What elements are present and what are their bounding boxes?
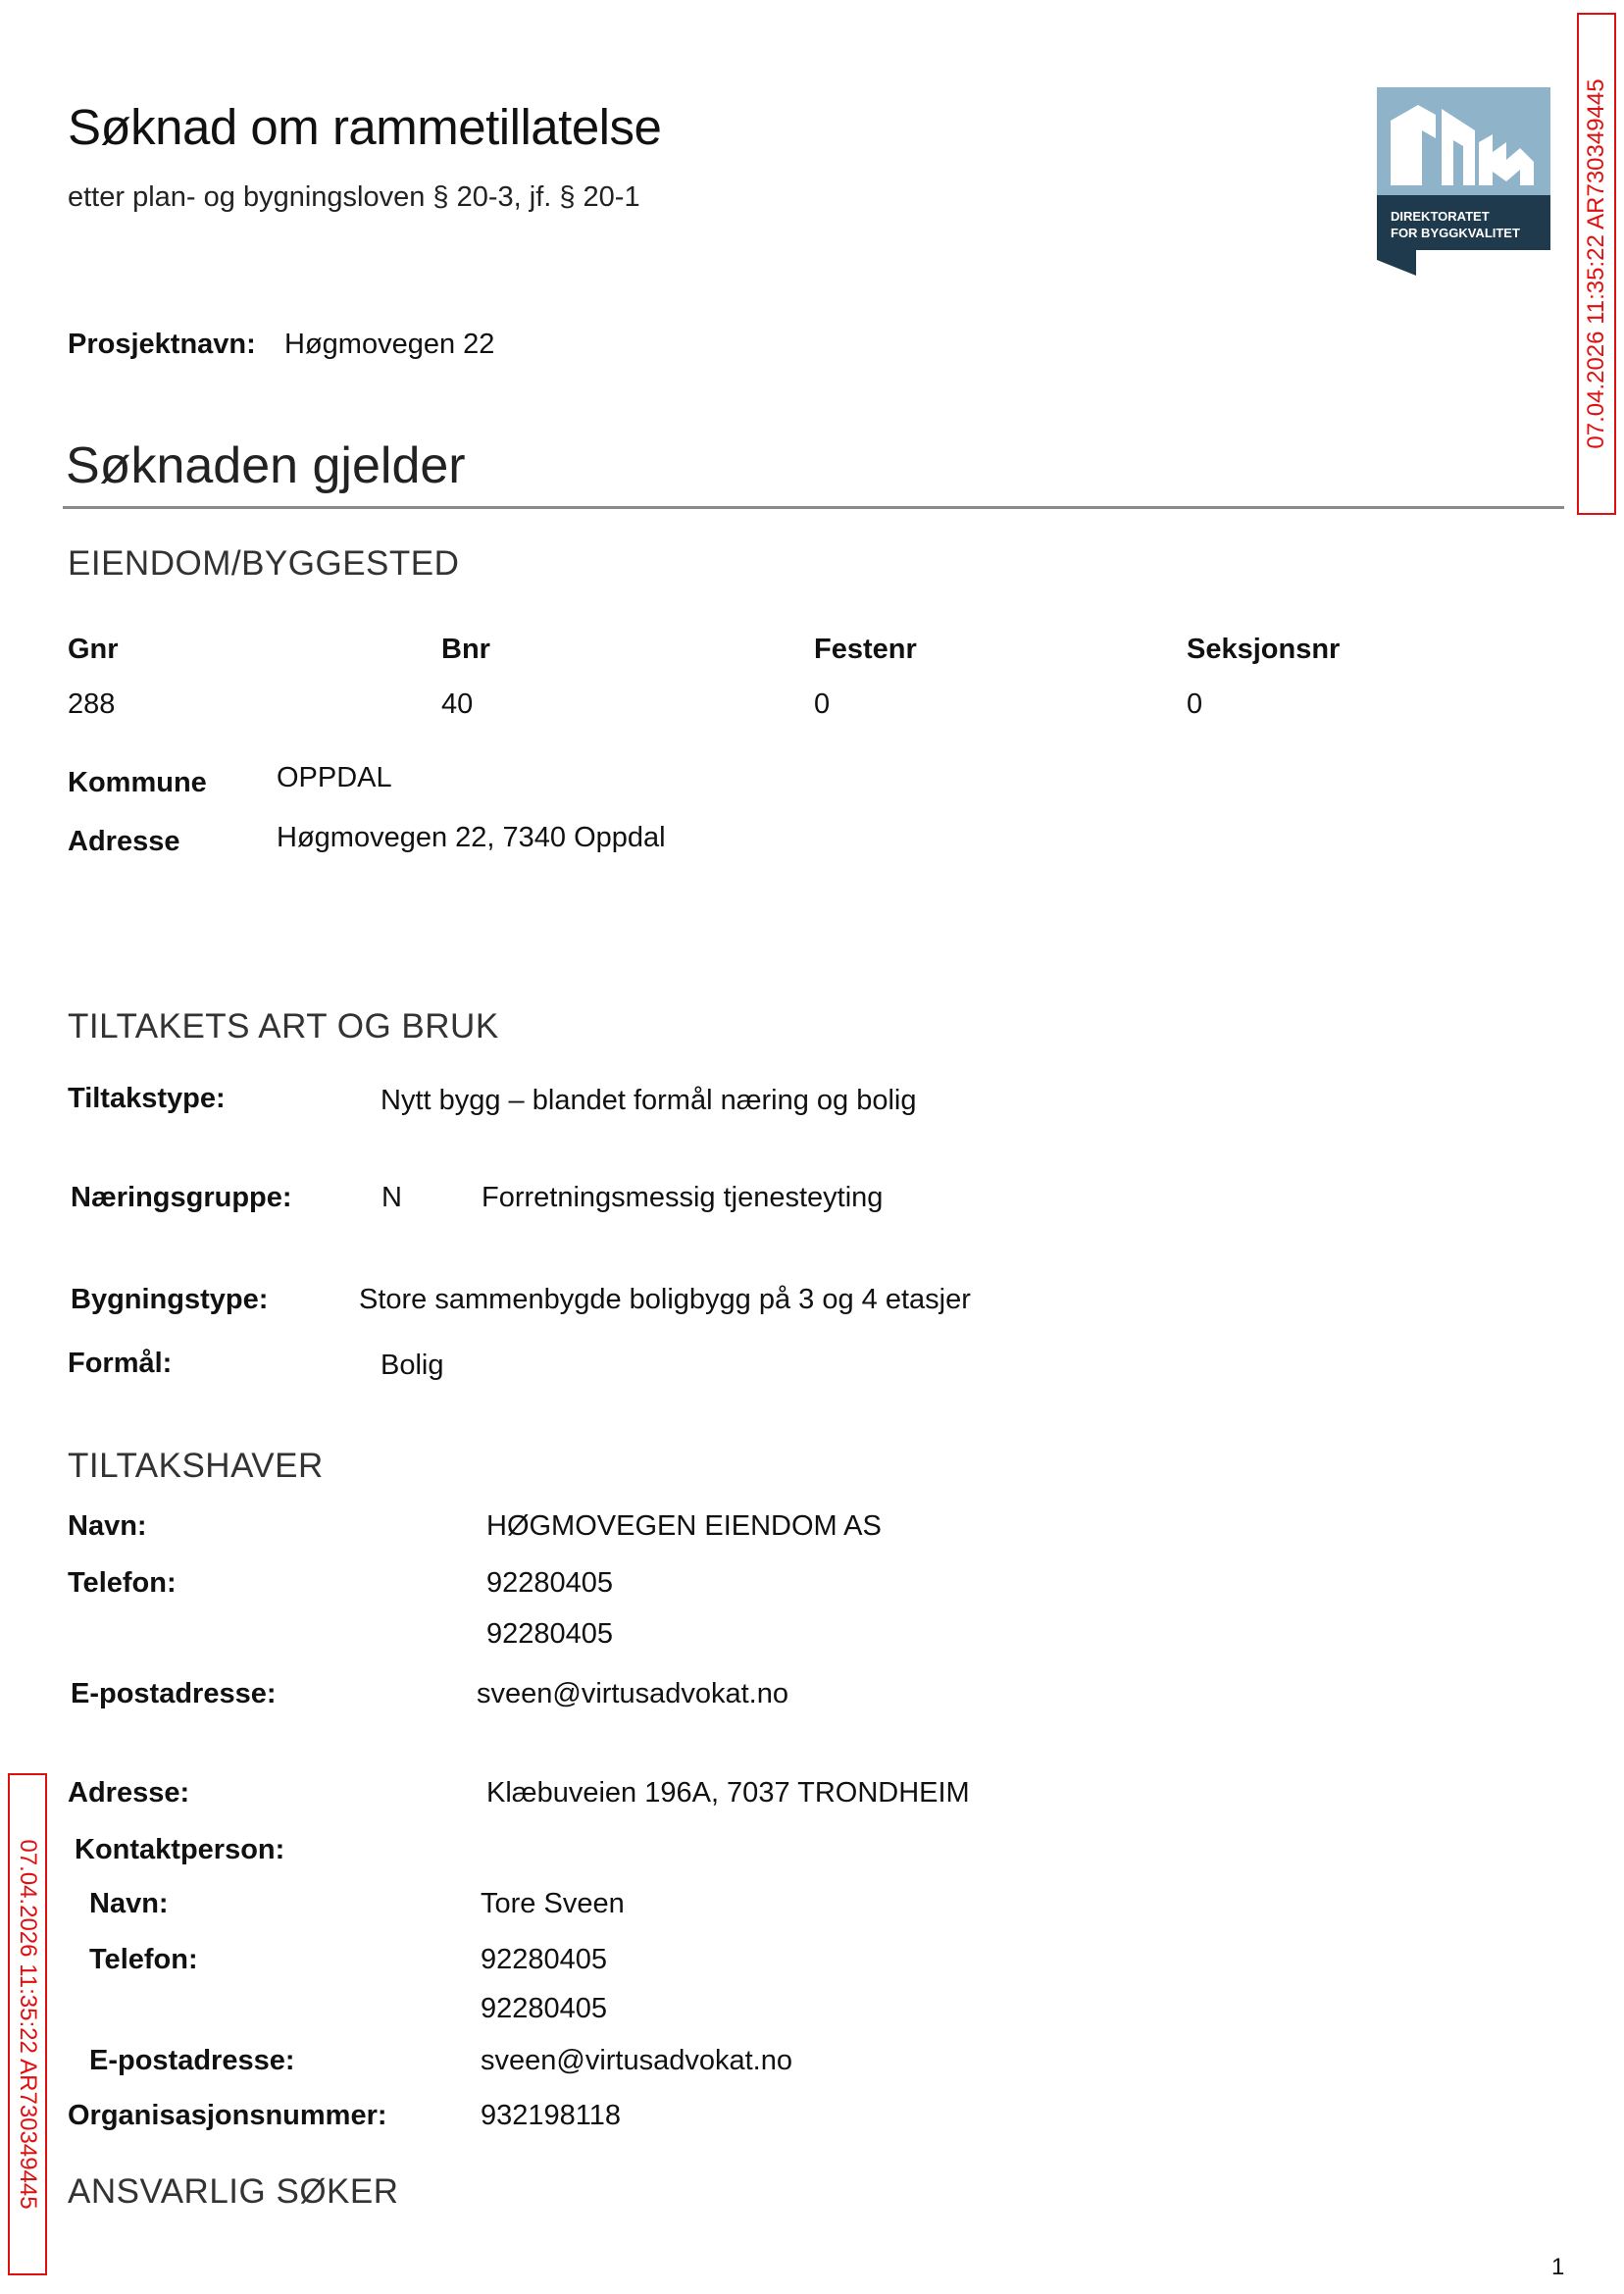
dibk-logo [1377,87,1550,276]
kp-navn-label: Navn: [89,1888,169,1919]
value-seksjonsnr: 0 [1187,688,1203,720]
col-bnr: Bnr [441,634,490,665]
formal-value: Bolig [381,1350,444,1381]
dibk-logo-graphic [1377,87,1550,276]
adresse-value: Høgmovegen 22, 7340 Oppdal [277,822,666,853]
kommune-value: OPPDAL [277,762,392,793]
project-name-value: Høgmovegen 22 [284,329,495,360]
kommune-label: Kommune [68,767,207,798]
stamp-bottom-left [8,1773,47,2275]
section-tiltak: TILTAKETS ART OG BRUK [68,1007,499,1045]
col-seksjonsnr: Seksjonsnr [1187,634,1341,665]
orgnr-value: 932198118 [481,2100,622,2131]
logo-line-2: FOR BYGGKVALITET [1391,226,1520,240]
value-gnr: 288 [68,688,116,720]
section-tiltakshaver: TILTAKSHAVER [68,1447,324,1485]
th-telefon-value-1: 92280405 [486,1567,614,1599]
stamp-text: 07.04.2026 11:35:22 AR730349445 [15,1839,41,2210]
naeringsgruppe-code: N [381,1182,402,1213]
th-epost-label: E-postadresse: [71,1678,277,1709]
formal-label: Formål: [68,1348,173,1379]
kp-navn-value: Tore Sveen [481,1888,625,1919]
page-number: 1 [1551,2254,1565,2280]
col-festenr: Festenr [814,634,917,665]
th-telefon-value-2: 92280405 [486,1618,614,1650]
document-title: Søknad om rammetillatelse [68,99,662,155]
naeringsgruppe-value: Forretningsmessig tjenesteyting [482,1182,884,1213]
value-festenr: 0 [814,688,831,720]
th-navn-label: Navn: [68,1510,147,1542]
bygningstype-value: Store sammenbygde boligbygg på 3 og 4 etasjer [359,1284,971,1315]
kp-telefon-label: Telefon: [89,1944,198,1975]
main-heading: Søknaden gjelder [66,437,466,494]
th-telefon-label: Telefon: [68,1567,177,1599]
tiltakstype-label: Tiltakstype: [68,1083,226,1114]
th-navn-value: HØGMOVEGEN EIENDOM AS [486,1510,882,1542]
tiltakstype-value: Nytt bygg – blandet formål næring og bolig [381,1085,917,1116]
stamp-text: 07.04.2026 11:35:22 AR730349445 [1583,78,1609,449]
kp-epost-value: sveen@virtusadvokat.no [481,2045,792,2076]
project-name-label: Prosjektnavn: [68,329,256,360]
heading-divider [63,506,1564,509]
adresse-label: Adresse [68,826,180,857]
stamp-top-right [1577,13,1616,515]
col-gnr: Gnr [68,634,119,665]
section-property: EIENDOM/BYGGESTED [68,544,460,583]
th-adresse-value: Klæbuveien 196A, 7037 TRONDHEIM [486,1777,970,1809]
kp-telefon-value-1: 92280405 [481,1944,608,1975]
th-adresse-label: Adresse: [68,1777,190,1809]
section-ansvarlig-soker: ANSVARLIG SØKER [68,2172,399,2211]
kontaktperson-label: Kontaktperson: [75,1834,285,1865]
document-subtitle: etter plan- og bygningsloven § 20-3, jf. § 20-1 [68,181,640,213]
th-epost-value: sveen@virtusadvokat.no [477,1678,788,1709]
logo-line-1: DIREKTORATET [1391,209,1490,224]
naeringsgruppe-label: Næringsgruppe: [71,1182,292,1213]
bygningstype-label: Bygningstype: [71,1284,269,1315]
kp-telefon-value-2: 92280405 [481,1993,608,2024]
orgnr-label: Organisasjonsnummer: [68,2100,387,2131]
kp-epost-label: E-postadresse: [89,2045,295,2076]
value-bnr: 40 [441,688,474,720]
